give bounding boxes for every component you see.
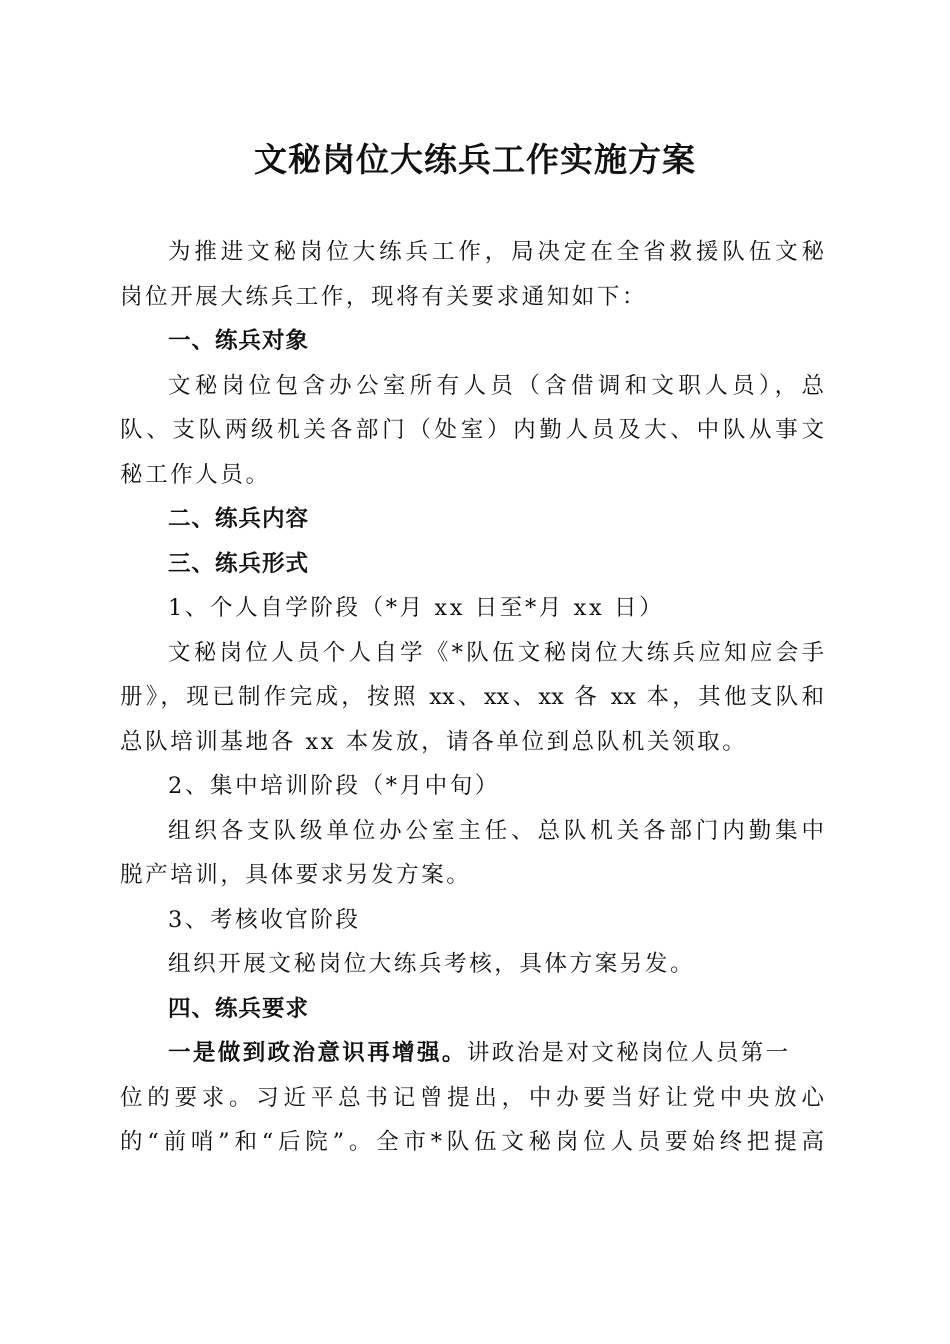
paragraph-line: 的“前哨”和“后院”。全市*队伍文秘岗位人员要始终把提高 [120, 1129, 824, 1155]
section-heading: 四、练兵要求 [168, 995, 310, 1022]
paragraph-line: 总队培训基地各 xx 本发放，请各单位到总队机关领取。 [120, 728, 748, 755]
paragraph-line: 为推进文秘岗位大练兵工作，局决定在全省救援队伍文秘 [168, 239, 824, 265]
subsection-heading: 2、集中培训阶段（*月中旬） [168, 773, 500, 799]
bold-lead-phrase: 一是做到政治意识再增强。 [168, 1040, 467, 1066]
document-body [120, 230, 824, 1165]
paragraph-line: 秘工作人员。 [120, 461, 271, 488]
paragraph-line: 组织开展文秘岗位大练兵考核，具体方案另发。 [168, 951, 696, 977]
subsection-heading: 1、个人自学阶段（*月 xx 日至*月 xx 日） [168, 595, 665, 621]
paragraph-line: 岗位开展大练兵工作，现将有关要求通知如下： [120, 283, 648, 310]
subsection-heading: 3、考核收官阶段 [168, 906, 361, 933]
paragraph-line: 队、支队两级机关各部门（处室）内勤人员及大、中队从事文 [120, 417, 824, 443]
paragraph-line: 文秘岗位包含办公室所有人员（含借调和文职人员），总 [168, 372, 824, 399]
document-title: 文秘岗位大练兵工作实施方案 [254, 140, 696, 179]
paragraph-text: 讲政治是对文秘岗位人员第一 [466, 1040, 791, 1066]
paragraph-line [120, 1031, 824, 1076]
section-heading: 二、练兵内容 [168, 506, 310, 532]
paragraph-line: 册》，现已制作完成，按照 xx、xx、xx 各 xx 本，其他支队和 [120, 684, 824, 710]
paragraph-line: 脱产培训，具体要求另发方案。 [120, 862, 472, 888]
paragraph-line: 组织各支队级单位办公室主任、总队机关各部门内勤集中 [168, 817, 824, 844]
section-heading: 一、练兵对象 [168, 328, 310, 354]
section-heading: 三、练兵形式 [168, 550, 310, 577]
paragraph-line: 位的要求。习近平总书记曾提出，中办要当好让党中央放心 [120, 1084, 824, 1111]
paragraph-line: 文秘岗位人员个人自学《*队伍文秘岗位大练兵应知应会手 [168, 639, 824, 666]
